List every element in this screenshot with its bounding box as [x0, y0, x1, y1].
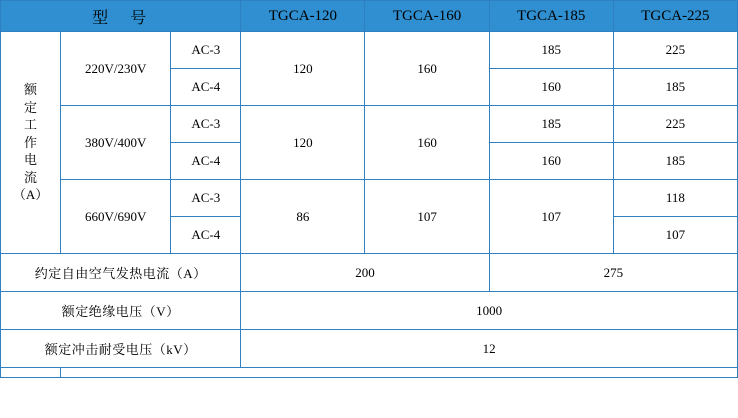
table-row — [1, 32, 738, 69]
current-value: 107 — [365, 180, 489, 254]
rated-current-label-line-7: （A） — [12, 187, 49, 203]
ac-type-label: AC-4 — [171, 69, 241, 106]
current-value: 160 — [489, 143, 613, 180]
current-value: 160 — [365, 32, 489, 106]
current-value: 160 — [489, 69, 613, 106]
table-row-partial — [1, 368, 738, 378]
current-value: 225 — [613, 106, 737, 143]
voltage-group-220: 220V/230V — [61, 32, 171, 106]
current-value: 107 — [613, 217, 737, 254]
table-row — [1, 254, 738, 292]
voltage-group-380: 380V/400V — [61, 106, 171, 180]
current-value: 225 — [613, 32, 737, 69]
rated-current-label-line-5: 电 — [24, 152, 38, 168]
rated-current-row-label — [1, 32, 61, 254]
rated-current-label-line-3: 工 — [24, 117, 38, 133]
ac-type-label: AC-4 — [171, 143, 241, 180]
table-row — [1, 292, 738, 330]
header-model-label: 型 号 — [1, 1, 241, 32]
ac-type-label: AC-3 — [171, 32, 241, 69]
header-model-2: TGCA-160 — [365, 1, 489, 32]
current-value: 118 — [613, 180, 737, 217]
table-row — [1, 330, 738, 368]
impulse-voltage-value: 12 — [241, 330, 738, 368]
current-value: 120 — [241, 106, 365, 180]
voltage-group-660: 660V/690V — [61, 180, 171, 254]
current-value: 120 — [241, 32, 365, 106]
current-value: 86 — [241, 180, 365, 254]
header-model-1: TGCA-120 — [241, 1, 365, 32]
tail-spacer — [1, 368, 61, 378]
table-header-row — [1, 1, 738, 32]
thermal-current-value-2: 275 — [489, 254, 737, 292]
tail-cell — [61, 368, 738, 378]
current-value: 185 — [489, 106, 613, 143]
impulse-voltage-label: 额定冲击耐受电压（kV） — [1, 330, 241, 368]
current-value: 185 — [613, 143, 737, 180]
current-value: 160 — [365, 106, 489, 180]
thermal-current-value-1: 200 — [241, 254, 489, 292]
thermal-current-label: 约定自由空气发热电流（A） — [1, 254, 241, 292]
ac-type-label: AC-3 — [171, 180, 241, 217]
current-value: 107 — [489, 180, 613, 254]
header-model-4: TGCA-225 — [613, 1, 737, 32]
insulation-voltage-label: 额定绝缘电压（V） — [1, 292, 241, 330]
insulation-voltage-value: 1000 — [241, 292, 738, 330]
current-value: 185 — [613, 69, 737, 106]
rated-current-label-line-1: 额 — [24, 82, 38, 98]
rated-current-label-line-4: 作 — [24, 134, 38, 150]
current-value: 185 — [489, 32, 613, 69]
rated-current-label-line-6: 流 — [24, 169, 38, 185]
ac-type-label: AC-4 — [171, 217, 241, 254]
rated-current-label-line-2: 定 — [24, 99, 38, 115]
ac-type-label: AC-3 — [171, 106, 241, 143]
header-model-3: TGCA-185 — [489, 1, 613, 32]
table-row — [1, 180, 738, 217]
table-row — [1, 106, 738, 143]
